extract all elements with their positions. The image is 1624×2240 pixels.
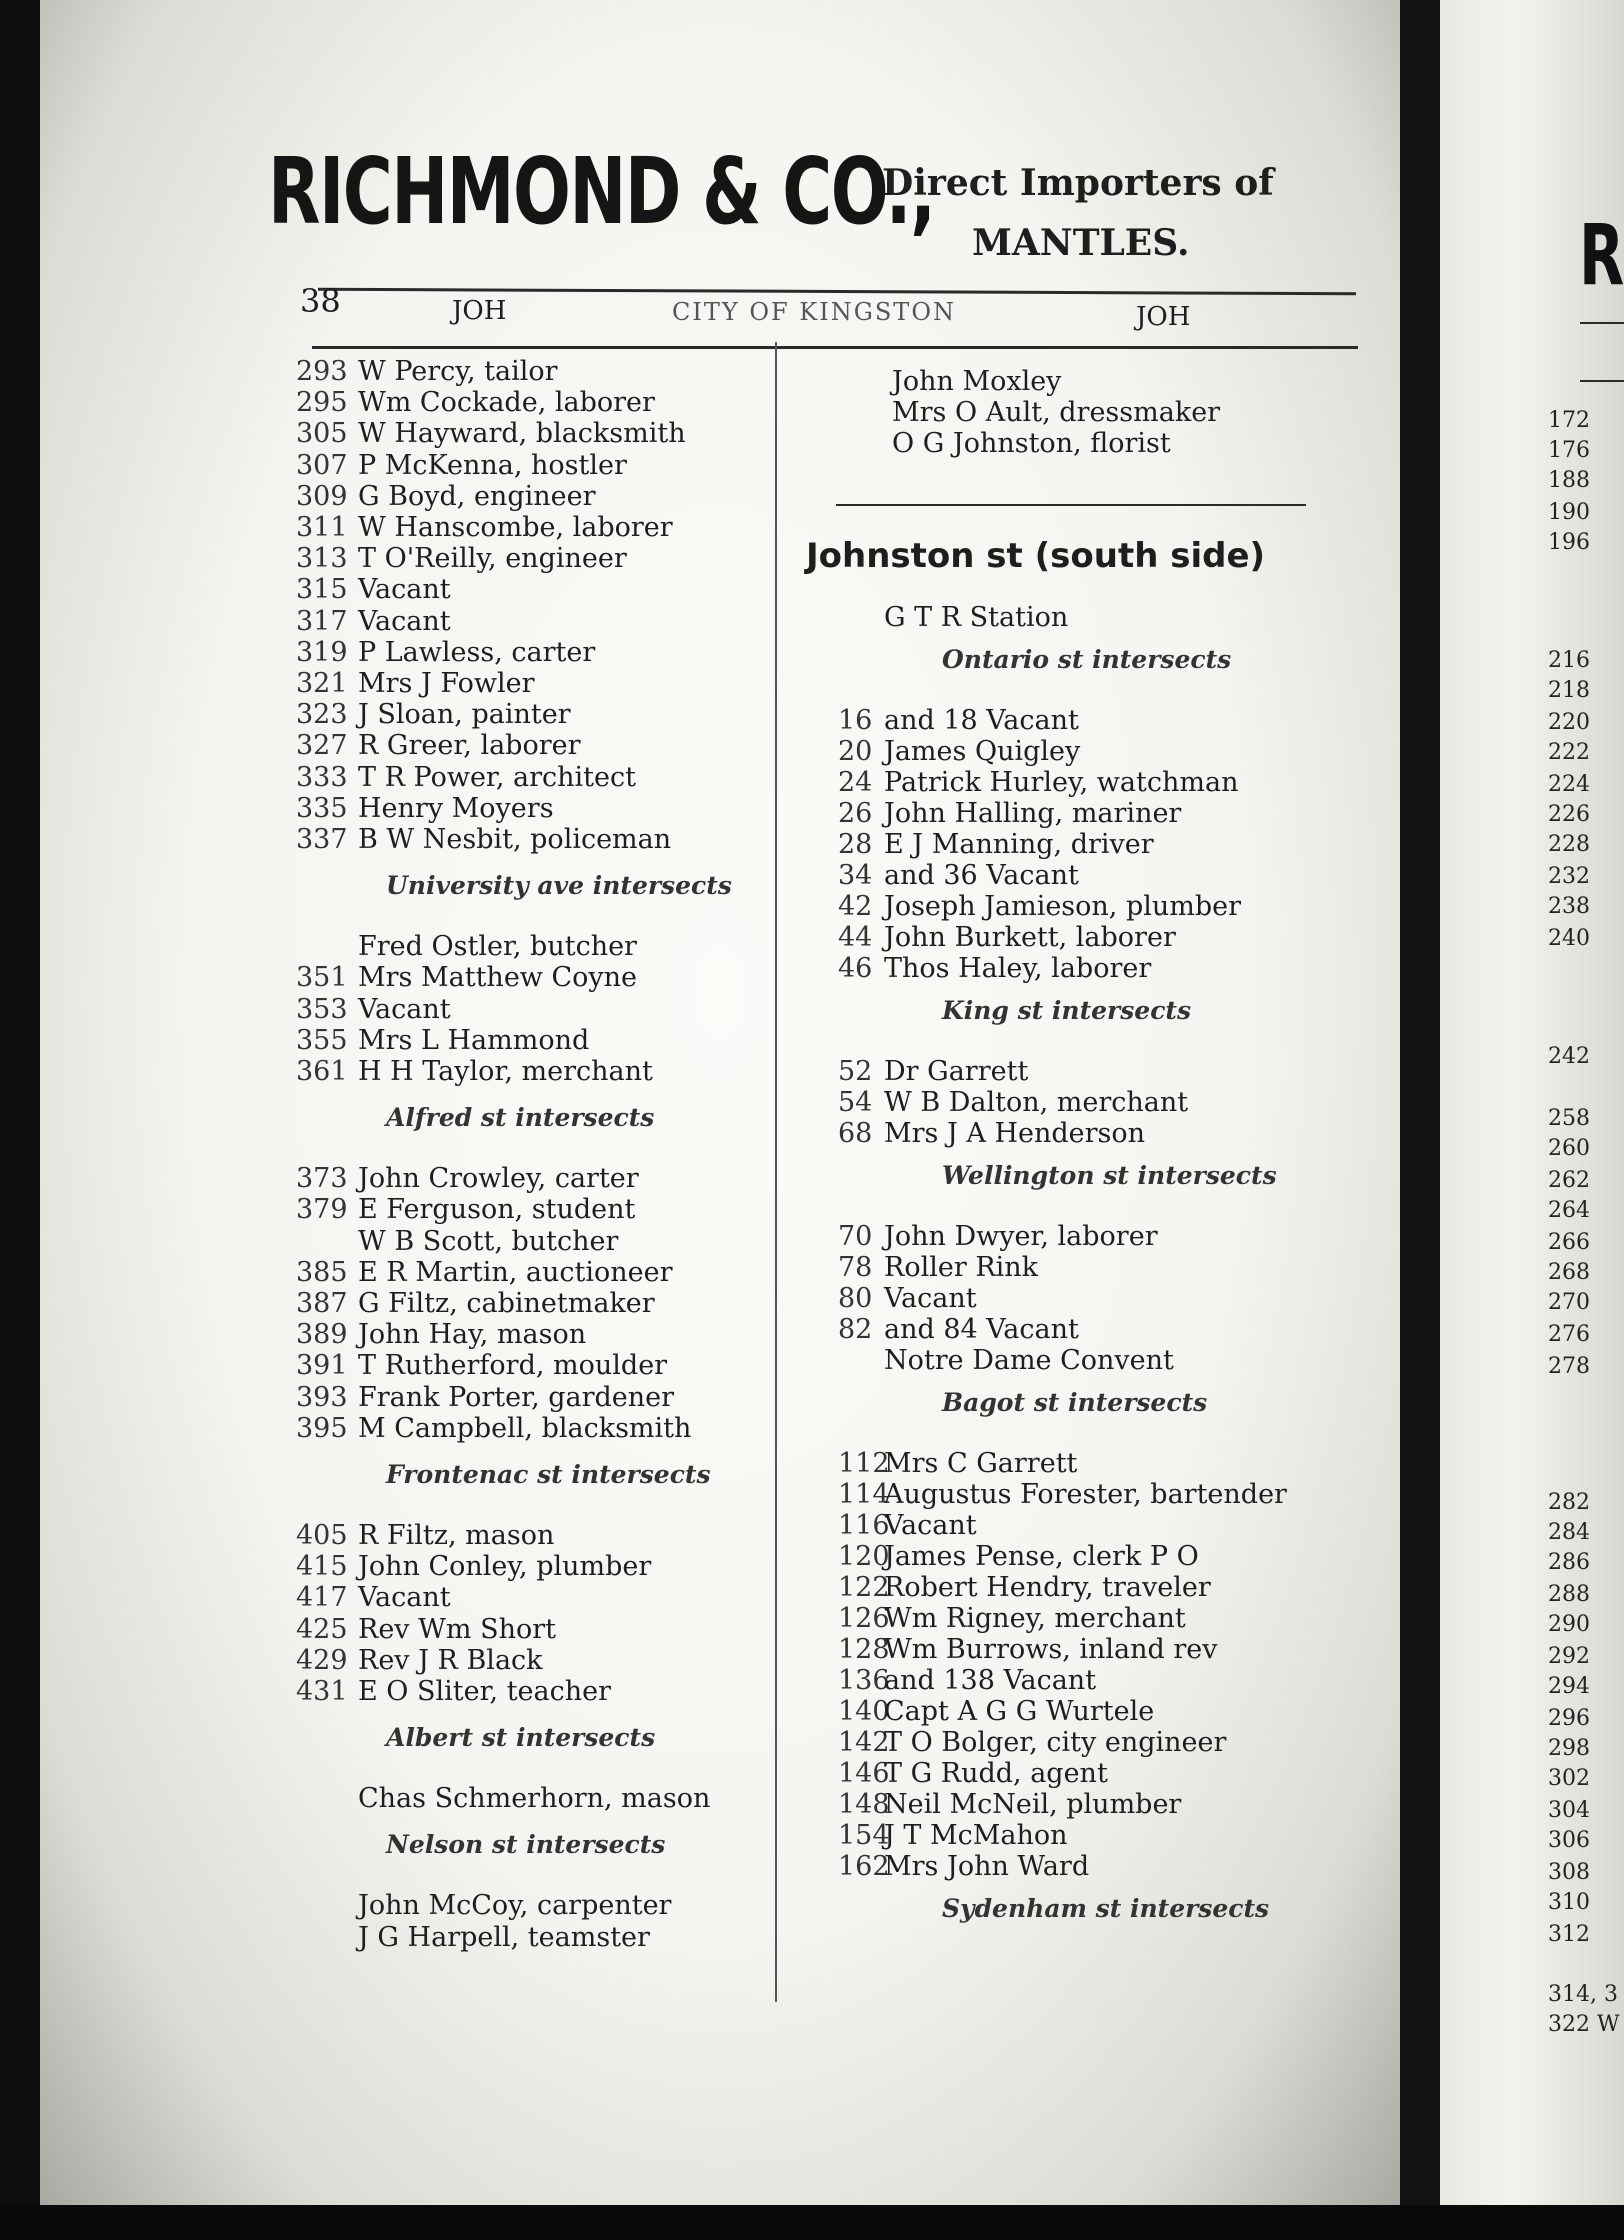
house-number: 42 [838, 891, 873, 922]
adjacent-page-number: 242 [1548, 1044, 1590, 1069]
street-heading: Johnston st (south side) [806, 536, 1266, 576]
house-number: 136 [838, 1665, 890, 1696]
house-number: 315 [296, 574, 348, 606]
adjacent-page-number: 188 [1548, 468, 1590, 493]
house-number: 52 [838, 1056, 873, 1087]
house-number: 26 [838, 798, 873, 829]
section-intersects: Nelson st intersects [386, 1830, 666, 1860]
house-number: 327 [296, 730, 348, 762]
house-number: 146 [838, 1758, 890, 1789]
section-intersects: Sydenham st intersects [942, 1894, 1270, 1923]
house-number: 317 [296, 605, 348, 637]
resident-name: John Hay, mason [358, 1319, 587, 1351]
adjacent-page-number: 226 [1548, 802, 1590, 827]
house-number: 311 [296, 512, 348, 543]
resident-name: Neil McNeil, plumber [884, 1789, 1182, 1820]
adjacent-page-header-letter: R [1579, 206, 1624, 304]
adjacent-page-number: 292 [1548, 1644, 1590, 1669]
adjacent-page-number: 298 [1548, 1736, 1590, 1761]
header-left-code: JOH [452, 296, 507, 326]
adjacent-page-number: 238 [1548, 894, 1590, 919]
house-number: 379 [296, 1194, 348, 1226]
house-number: 335 [296, 792, 348, 824]
resident-name: and 36 Vacant [884, 860, 1079, 891]
adjacent-page-number: 276 [1548, 1322, 1590, 1347]
resident-name: G T R Station [884, 602, 1069, 633]
adjacent-page-number: 224 [1548, 772, 1590, 797]
house-number: 431 [296, 1676, 348, 1707]
house-number: 295 [296, 387, 348, 419]
resident-name: John Conley, plumber [358, 1551, 652, 1583]
resident-name: James Pense, clerk P O [884, 1541, 1199, 1572]
house-number: 391 [296, 1350, 348, 1382]
section-intersects: Bagot st intersects [942, 1388, 1208, 1417]
resident-name: Mrs O Ault, dressmaker [892, 397, 1221, 428]
resident-name: T O'Reilly, engineer [358, 543, 627, 575]
section-intersects: Frontenac st intersects [386, 1460, 711, 1489]
house-number: 20 [838, 736, 873, 767]
directory-page [40, 0, 1400, 2205]
house-number: 112 [838, 1448, 890, 1479]
advert-tagline-line1: Direct Importers of [882, 162, 1274, 204]
house-number: 140 [838, 1696, 890, 1727]
resident-name: Vacant [358, 574, 451, 606]
scan-border [0, 2205, 1624, 2240]
house-number: 70 [838, 1221, 873, 1252]
resident-name: R Filtz, mason [358, 1520, 555, 1551]
resident-name: E R Martin, auctioneer [358, 1256, 673, 1288]
resident-name: Henry Moyers [358, 792, 554, 824]
resident-name: T R Power, architect [358, 761, 636, 793]
adjacent-page-rule-2 [1580, 380, 1624, 382]
house-number: 405 [296, 1520, 348, 1551]
resident-name: E Ferguson, student [358, 1194, 636, 1226]
house-number: 305 [296, 418, 348, 450]
resident-name: Vacant [358, 1582, 451, 1614]
house-number: 78 [838, 1252, 873, 1283]
resident-name: Vacant [884, 1283, 977, 1314]
house-number: 162 [838, 1851, 890, 1882]
house-number: 313 [296, 543, 348, 575]
adjacent-page-number: 322 W [1548, 2012, 1620, 2037]
house-number: 387 [296, 1288, 348, 1319]
resident-name: Mrs C Garrett [884, 1448, 1078, 1479]
section-intersects: University ave intersects [386, 871, 732, 901]
house-number: 389 [296, 1319, 348, 1351]
resident-name: T O Bolger, city engineer [884, 1727, 1227, 1758]
adjacent-page-number: 258 [1548, 1106, 1590, 1131]
house-number: 148 [838, 1789, 890, 1820]
resident-name: Capt A G G Wurtele [884, 1696, 1155, 1727]
resident-name: Frank Porter, gardener [358, 1381, 675, 1413]
resident-name: Mrs Matthew Coyne [358, 962, 638, 994]
house-number: 321 [296, 668, 348, 699]
house-number: 24 [838, 767, 873, 798]
adjacent-page-rule [1580, 322, 1624, 324]
adjacent-page-number: 288 [1548, 1582, 1590, 1607]
section-intersects: Albert st intersects [386, 1723, 656, 1753]
house-number: 333 [296, 761, 348, 793]
resident-name: E J Manning, driver [884, 829, 1154, 860]
resident-name: James Quigley [884, 736, 1081, 767]
advert-tagline-line2: MANTLES. [972, 222, 1190, 264]
resident-name: John Crowley, carter [358, 1163, 639, 1195]
adjacent-page-number: 266 [1548, 1230, 1590, 1255]
resident-name: Mrs L Hammond [358, 1024, 590, 1056]
house-number: 44 [838, 922, 873, 953]
house-number: 393 [296, 1381, 348, 1413]
house-number: 120 [838, 1541, 890, 1572]
resident-name: Roller Rink [884, 1252, 1039, 1283]
resident-name: Mrs John Ward [884, 1851, 1090, 1882]
house-number: 68 [838, 1118, 873, 1149]
resident-name: W B Scott, butcher [358, 1225, 619, 1257]
resident-name: P Lawless, carter [358, 636, 596, 668]
adjacent-page-number: 286 [1548, 1550, 1590, 1575]
page-number: 38 [300, 282, 341, 320]
adjacent-page-number: 264 [1548, 1198, 1590, 1223]
resident-name: Mrs J A Henderson [884, 1118, 1146, 1149]
adjacent-page-number: 278 [1548, 1354, 1590, 1379]
adjacent-page-number: 302 [1548, 1766, 1590, 1791]
adjacent-page-number: 218 [1548, 678, 1590, 703]
house-number: 16 [838, 705, 873, 736]
resident-name: Vacant [358, 605, 451, 637]
house-number: 373 [296, 1163, 348, 1195]
house-number: 122 [838, 1572, 890, 1603]
resident-name: B W Nesbit, policeman [358, 824, 672, 855]
book-spine [1400, 0, 1440, 2240]
resident-name: Thos Haley, laborer [884, 953, 1152, 984]
section-intersects: Ontario st intersects [942, 645, 1232, 674]
resident-name: O G Johnston, florist [892, 428, 1171, 459]
house-number: 337 [296, 824, 348, 855]
house-number: 80 [838, 1283, 873, 1314]
resident-name: and 84 Vacant [884, 1314, 1079, 1345]
resident-name: Wm Burrows, inland rev [884, 1634, 1218, 1665]
house-number: 355 [296, 1024, 348, 1056]
house-number: 128 [838, 1634, 890, 1665]
adjacent-page-edge [1440, 0, 1624, 2205]
adjacent-page-number: 220 [1548, 710, 1590, 735]
house-number: 415 [296, 1551, 348, 1583]
adjacent-page-number: 190 [1548, 500, 1590, 525]
resident-name: W B Dalton, merchant [884, 1087, 1189, 1118]
resident-name: Dr Garrett [884, 1056, 1029, 1087]
adjacent-page-number: 216 [1548, 648, 1590, 673]
adjacent-page-number: 262 [1548, 1168, 1590, 1193]
resident-name: Patrick Hurley, watchman [884, 767, 1239, 798]
adjacent-page-number: 310 [1548, 1890, 1590, 1915]
house-number: 323 [296, 699, 348, 731]
resident-name: R Greer, laborer [358, 730, 581, 762]
adjacent-page-number: 312 [1548, 1922, 1590, 1947]
resident-name: Rev J R Black [358, 1644, 543, 1676]
column-divider [775, 342, 777, 2002]
resident-name: J Sloan, painter [358, 699, 571, 731]
adjacent-page-number: 240 [1548, 926, 1590, 951]
resident-name: John Burkett, laborer [884, 922, 1176, 953]
adjacent-page-number: 196 [1548, 530, 1590, 555]
adjacent-page-number: 268 [1548, 1260, 1590, 1285]
house-number: 361 [296, 1056, 348, 1087]
resident-name: Notre Dame Convent [884, 1345, 1174, 1376]
header-right-code: JOH [1136, 302, 1191, 332]
adjacent-page-number: 260 [1548, 1136, 1590, 1161]
adjacent-page-number: 232 [1548, 864, 1590, 889]
adjacent-page-number: 228 [1548, 832, 1590, 857]
adjacent-page-number: 282 [1548, 1490, 1590, 1515]
resident-name: J T McMahon [884, 1820, 1068, 1851]
resident-name: M Campbell, blacksmith [358, 1412, 692, 1444]
house-number: 142 [838, 1727, 890, 1758]
house-number: 309 [296, 480, 348, 512]
advert-business-name: RICHMOND & CO., [268, 138, 935, 245]
resident-name: T Rutherford, moulder [358, 1350, 668, 1382]
resident-name: John Halling, mariner [884, 798, 1182, 829]
house-number: 395 [296, 1412, 348, 1444]
resident-name: Joseph Jamieson, plumber [884, 891, 1242, 922]
resident-name: Mrs J Fowler [358, 668, 535, 699]
adjacent-page-number: 284 [1548, 1520, 1590, 1545]
section-intersects: Wellington st intersects [942, 1161, 1277, 1190]
resident-name: W Hanscombe, laborer [358, 512, 673, 543]
adjacent-page-number: 270 [1548, 1290, 1590, 1315]
house-number: 425 [296, 1613, 348, 1645]
header-center-title: CITY OF KINGSTON [672, 298, 956, 326]
adjacent-page-number: 314, 3 [1548, 1982, 1618, 2007]
house-number: 319 [296, 636, 348, 668]
resident-name: Fred Ostler, butcher [358, 931, 637, 963]
adjacent-page-number: 296 [1548, 1706, 1590, 1731]
house-number: 126 [838, 1603, 890, 1634]
resident-name: Augustus Forester, bartender [884, 1479, 1287, 1510]
resident-name: John McCoy, carpenter [358, 1890, 672, 1922]
right-column-separator [836, 504, 1306, 506]
house-number: 351 [296, 962, 348, 994]
resident-name: Vacant [358, 993, 451, 1025]
adjacent-page-number: 176 [1548, 438, 1590, 463]
adjacent-page-number: 308 [1548, 1860, 1590, 1885]
resident-name: Vacant [884, 1510, 977, 1541]
resident-name: G Filtz, cabinetmaker [358, 1288, 655, 1319]
adjacent-page-number: 306 [1548, 1828, 1590, 1853]
house-number: 116 [838, 1510, 890, 1541]
resident-name: John Moxley [892, 366, 1062, 397]
adjacent-page-number: 290 [1548, 1612, 1590, 1637]
resident-name: Robert Hendry, traveler [884, 1572, 1211, 1603]
house-number: 114 [838, 1479, 890, 1510]
house-number: 34 [838, 860, 873, 891]
house-number: 429 [296, 1644, 348, 1676]
adjacent-page-number: 222 [1548, 740, 1590, 765]
resident-name: W Hayward, blacksmith [358, 418, 686, 450]
resident-name: T G Rudd, agent [884, 1758, 1108, 1789]
house-number: 154 [838, 1820, 890, 1851]
house-number: 385 [296, 1256, 348, 1288]
resident-name: and 138 Vacant [884, 1665, 1097, 1696]
resident-name: E O Sliter, teacher [358, 1676, 612, 1707]
resident-name: John Dwyer, laborer [884, 1221, 1158, 1252]
house-number: 417 [296, 1582, 348, 1614]
house-number: 28 [838, 829, 873, 860]
house-number: 307 [296, 449, 348, 481]
resident-name: Rev Wm Short [358, 1613, 556, 1645]
resident-name: G Boyd, engineer [358, 480, 596, 512]
adjacent-page-number: 172 [1548, 408, 1590, 433]
house-number: 54 [838, 1087, 873, 1118]
resident-name: W Percy, tailor [358, 356, 558, 387]
resident-name: Chas Schmerhorn, mason [358, 1783, 711, 1815]
resident-name: J G Harpell, teamster [358, 1921, 650, 1953]
resident-name: Wm Rigney, merchant [884, 1603, 1186, 1634]
section-intersects: King st intersects [942, 996, 1192, 1025]
resident-name: Wm Cockade, laborer [358, 387, 655, 419]
header-bottom-rule [312, 346, 1358, 349]
resident-name: P McKenna, hostler [358, 449, 627, 481]
house-number: 82 [838, 1314, 873, 1345]
adjacent-page-number: 304 [1548, 1798, 1590, 1823]
section-intersects: Alfred st intersects [386, 1103, 655, 1133]
resident-name: and 18 Vacant [884, 705, 1079, 736]
adjacent-page-number: 294 [1548, 1674, 1590, 1699]
house-number: 293 [296, 356, 348, 387]
resident-name: H H Taylor, merchant [358, 1056, 653, 1087]
house-number: 46 [838, 953, 873, 984]
house-number: 353 [296, 993, 348, 1025]
